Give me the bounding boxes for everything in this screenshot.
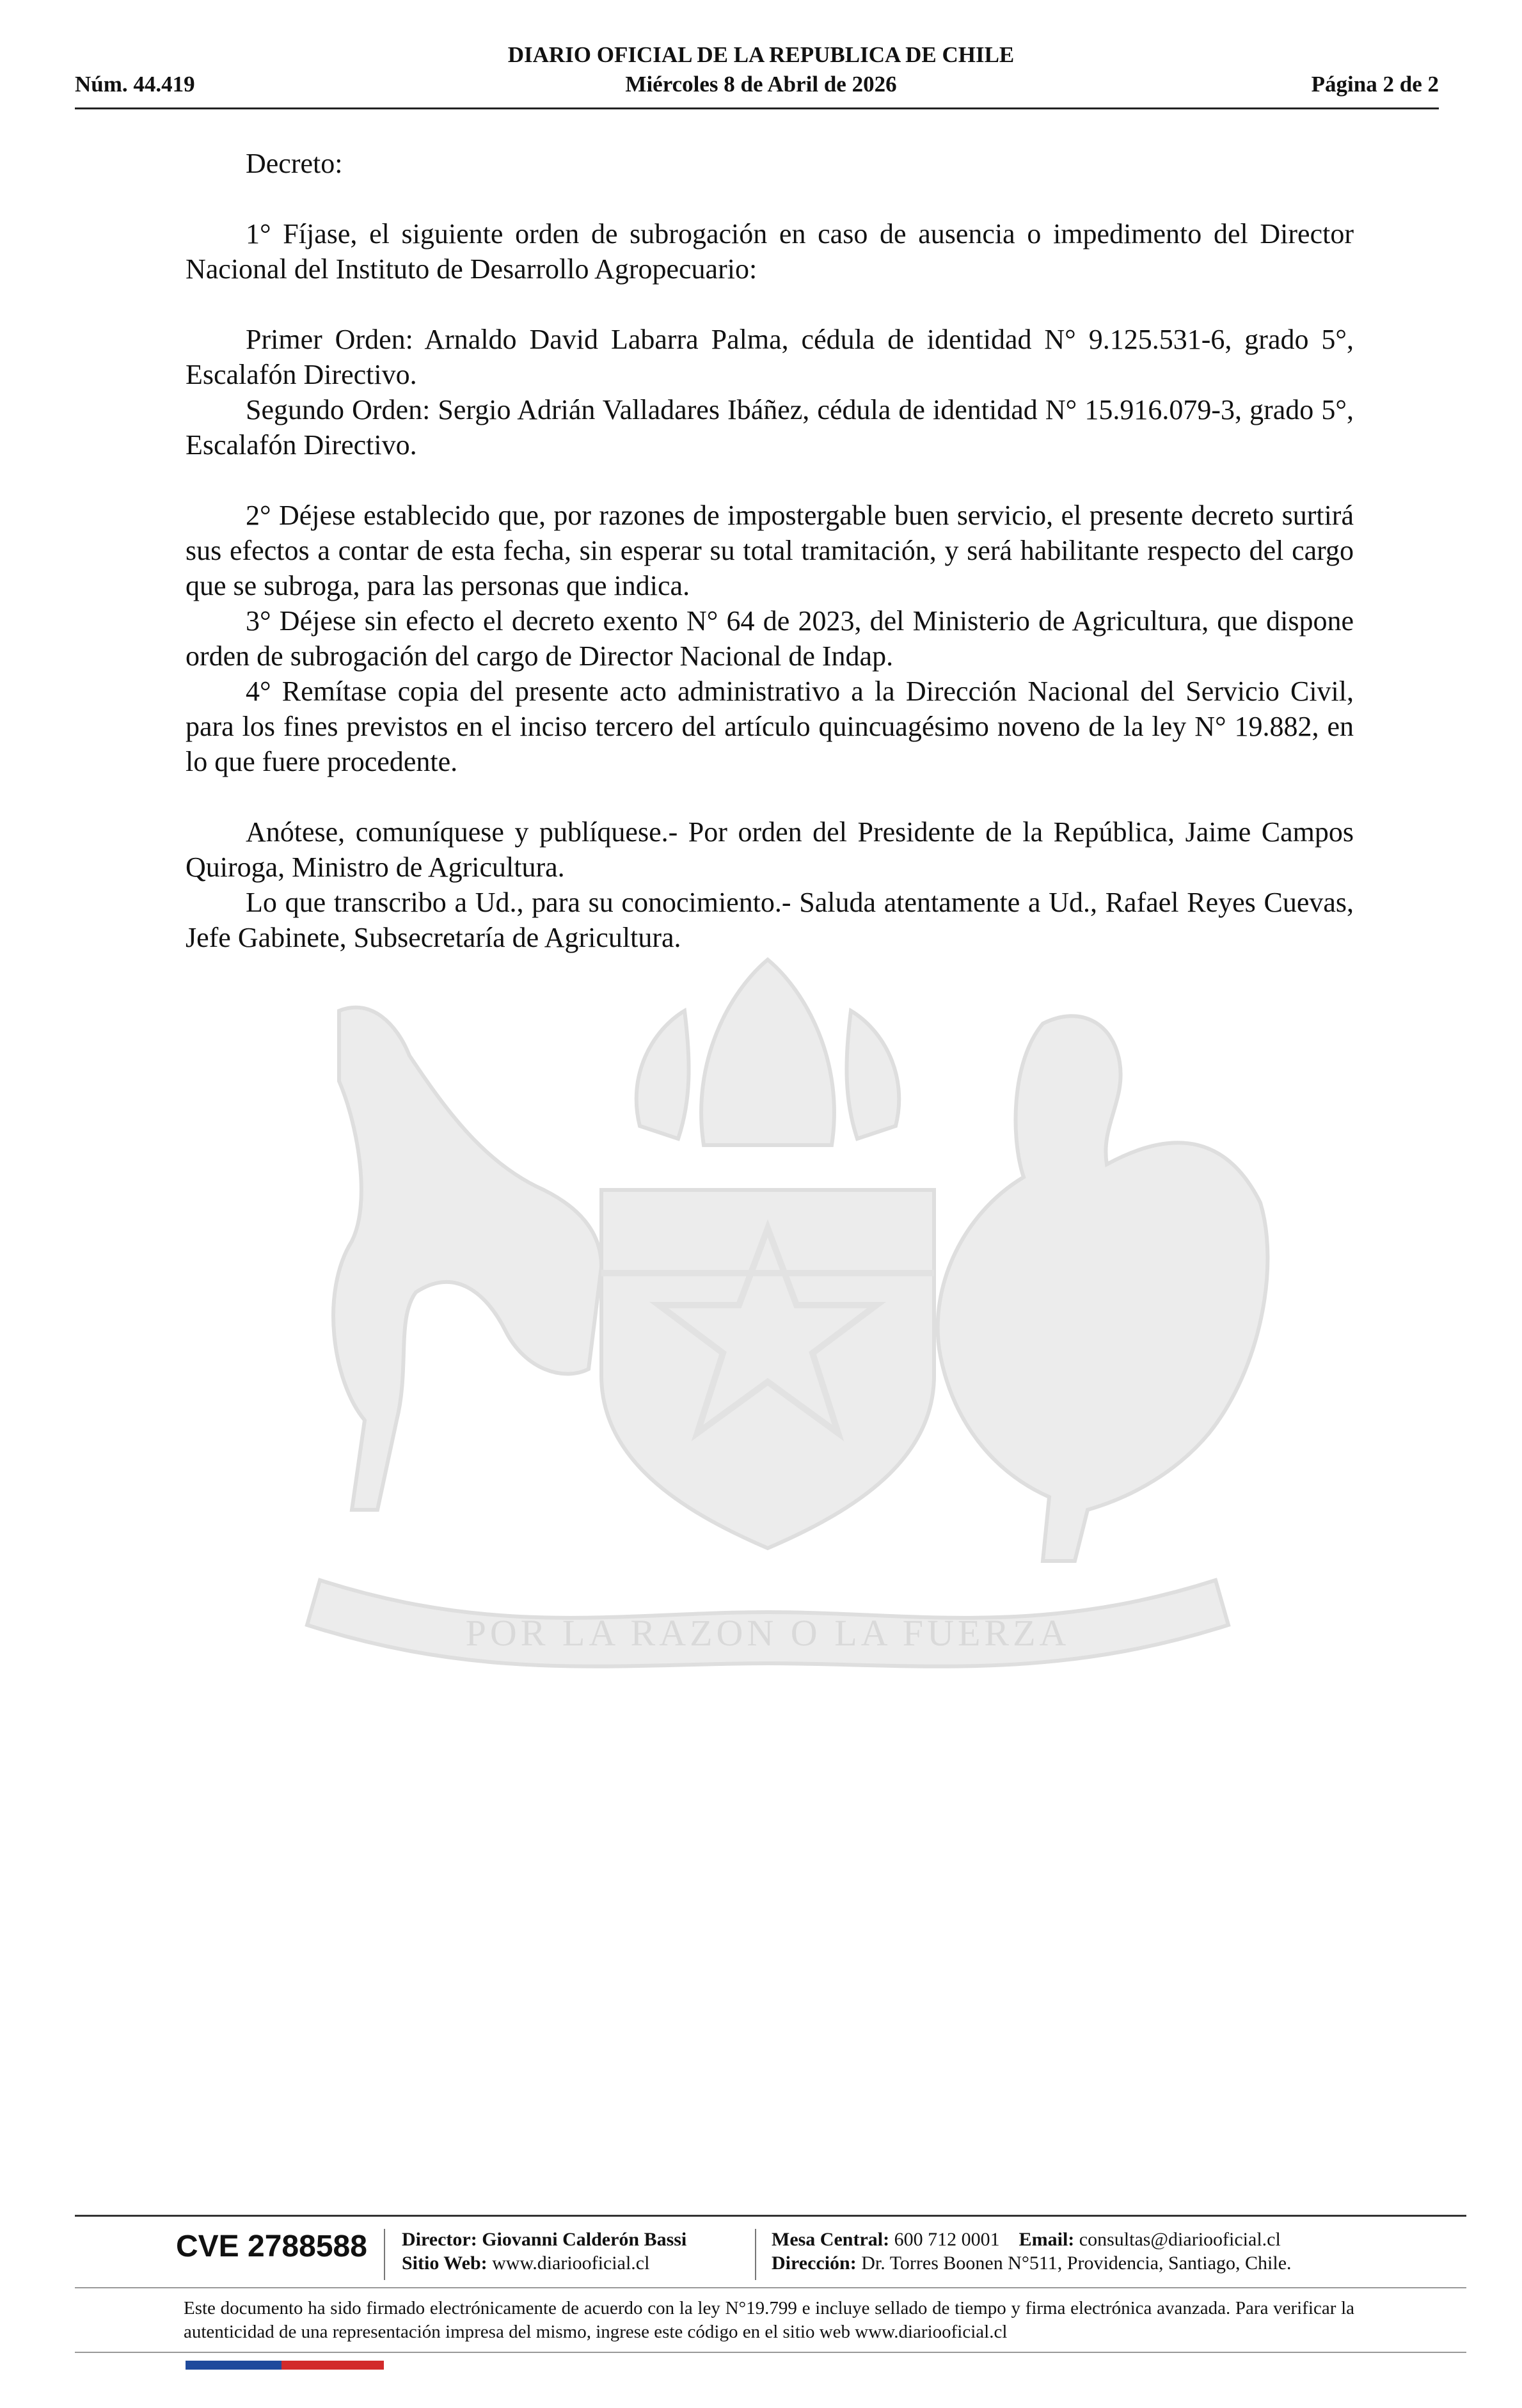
footer-divider xyxy=(75,2215,1466,2217)
article-2: 2° Déjese establecido que, por razones de impostergable buen servicio, el presente decreto surtirá sus efectos a contar de esta fecha, sin esperar su total tramitación, y será habilitante respecto del cargo que se subroga, para las personas que indica. xyxy=(186,500,1354,601)
mesa-phone: 600 712 0001 xyxy=(894,2229,1000,2250)
issue-number: Núm. 44.419 xyxy=(75,72,195,97)
coat-of-arms-watermark-icon xyxy=(243,934,1292,1702)
watermark-motto: POR LA RAZON O LA FUERZA xyxy=(465,1612,1070,1654)
director-name: Giovanni Calderón Bassi xyxy=(482,2229,687,2250)
decree-body xyxy=(186,146,1354,955)
footer-separator xyxy=(384,2229,385,2280)
article-4: 4° Remítase copia del presente acto administrativo a la Dirección Nacional del Servicio Civil, para los fines previstos en el inciso tercero del artículo quincuagésimo noveno de la ley N° 19.882, en lo que fuere procedente. xyxy=(186,676,1354,777)
publication-title: DIARIO OFICIAL DE LA REPUBLICA DE CHILE xyxy=(507,42,1015,67)
publication-date: Miércoles 8 de Abril de 2026 xyxy=(625,72,897,97)
director-line xyxy=(402,2229,686,2251)
email-label: Email: xyxy=(1019,2229,1075,2250)
closing-formula: Anótese, comuníquese y publíquese.- Por orden del Presidente de la República, Jaime Campos Quiroga, Ministro de Agricultura. xyxy=(186,816,1354,883)
website-line xyxy=(402,2253,649,2274)
address-value: Dr. Torres Boonen N°511, Providencia, Santiago, Chile. xyxy=(861,2253,1292,2274)
address-line xyxy=(772,2253,1292,2274)
header-divider xyxy=(75,107,1439,109)
website-link[interactable]: www.diariooficial.cl xyxy=(492,2253,650,2274)
article-3: 3° Déjese sin efecto el decreto exento N° 64 de 2023, del Ministerio de Agricultura, que dispone orden de subrogación del cargo de Director Nacional de Indap. xyxy=(186,605,1354,672)
cve-code: CVE 2788588 xyxy=(176,2230,367,2263)
flag-stripe-blue xyxy=(186,2361,281,2370)
contact-line xyxy=(772,2229,1281,2251)
email-link[interactable]: consultas@diariooficial.cl xyxy=(1079,2229,1281,2250)
flag-stripe-red xyxy=(281,2361,384,2370)
transcription-note: Lo que transcribo a Ud., para su conocimiento.- Saluda atentamente a Ud., Rafael Reyes Cuevas, Jefe Gabinete, Subsecretaría de Agricultura. xyxy=(186,887,1354,953)
footer-divider xyxy=(75,2352,1466,2353)
decree-heading: Decreto: xyxy=(246,148,343,179)
address-label: Dirección: xyxy=(772,2253,857,2274)
footer-divider xyxy=(75,2287,1466,2288)
second-order: Segundo Orden: Sergio Adrián Valladares Ibáñez, cédula de identidad N° 15.916.079-3, grado 5°, Escalafón Directivo. xyxy=(186,394,1354,461)
legal-notice: Este documento ha sido firmado electrónicamente de acuerdo con la ley N°19.799 e incluye sellado de tiempo y firma electrónica avanzada. Para verificar la autenticidad de una representación impresa del mismo, ingrese este código en el sitio web www.diariooficial.cl xyxy=(184,2298,1354,2342)
page-indicator: Página 2 de 2 xyxy=(1311,72,1439,97)
article-1: 1° Fíjase, el siguiente orden de subrogación en caso de ausencia o impedimento del Director Nacional del Instituto de Desarrollo Agropecuario: xyxy=(186,218,1354,285)
website-label: Sitio Web: xyxy=(402,2253,488,2274)
footer-separator xyxy=(755,2229,756,2280)
director-label: Director: xyxy=(402,2229,477,2250)
first-order: Primer Orden: Arnaldo David Labarra Palma, cédula de identidad N° 9.125.531-6, grado 5°, Escalafón Directivo. xyxy=(186,324,1354,390)
mesa-label: Mesa Central: xyxy=(772,2229,890,2250)
